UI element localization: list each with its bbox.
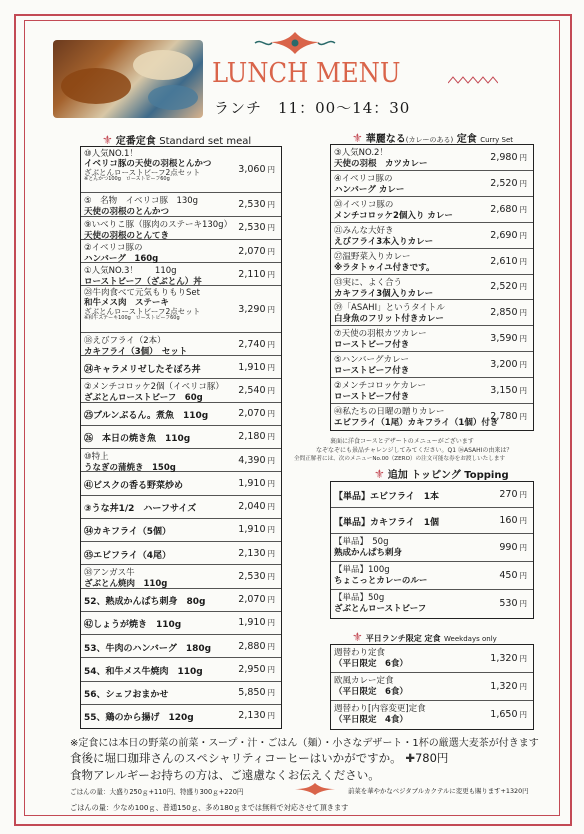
menu-item xyxy=(331,223,533,249)
item-price: 2,520 円 xyxy=(490,281,527,293)
item-price: 990 円 xyxy=(499,542,527,553)
item-line: ㉑みんな大好き xyxy=(334,225,394,236)
item-line: ※ラタトゥイユ付きです。 xyxy=(334,262,435,273)
item-name: 【単品】エビフライ 1本 xyxy=(334,492,439,502)
menu-item xyxy=(331,171,533,197)
menu-item xyxy=(331,404,533,430)
item-line: ローストビーフ（ざぶとん）丼 xyxy=(84,277,202,288)
note-riddle: なぞなぞにも景品チャレンジしてみてください。Q1 ㊱ASAHIの由来は？ xyxy=(316,447,513,454)
menu-item xyxy=(81,240,281,263)
item-price: 1,910 円 xyxy=(238,477,275,489)
item-line: （平日限定 6食） xyxy=(334,687,408,697)
item-price: 2,530 円 xyxy=(238,222,275,234)
item-price: 2,610 円 xyxy=(490,255,527,267)
item-line: ㉘牛肉食べて元気もりもりSet xyxy=(84,288,200,299)
zigzag-ornament-icon xyxy=(448,76,498,84)
curry-set-heading: ⚜ 華麗なる(カレーのある) 定食 Curry Set xyxy=(352,131,514,145)
fleur-icon: ⚜ xyxy=(374,467,385,481)
menu-item xyxy=(81,682,281,705)
weekday-heading: ⚜ 平日ランチ限定 定食 Weekdays only xyxy=(352,630,497,644)
item-name: ㉔キャラメリゼしたそぼろ丼 xyxy=(84,364,201,375)
item-line: 和牛メス肉 ステーキ xyxy=(84,298,169,309)
menu-item xyxy=(81,217,281,240)
item-name: 55、鶏のから揚げ 120g xyxy=(84,713,194,724)
menu-item xyxy=(81,472,281,495)
item-name: ㊷しょうが焼き 110g xyxy=(84,620,182,631)
item-line: ②イベリコ豚の xyxy=(84,242,143,253)
menu-item xyxy=(331,300,533,326)
item-price: 1,320 円 xyxy=(490,653,527,664)
footer-ornament-icon xyxy=(285,781,345,797)
menu-item xyxy=(81,426,281,449)
item-price: 1,910 円 xyxy=(238,361,275,373)
item-line: 【単品】100g xyxy=(334,565,390,575)
item-name: ㊶ビスクの香る野菜炒め xyxy=(84,480,184,491)
menu-item xyxy=(331,197,533,223)
item-price: 530 円 xyxy=(499,598,527,609)
item-line: ざぶとん焼肉 110g xyxy=(84,579,168,590)
item-price: 450 円 xyxy=(499,570,527,581)
item-line: ⑤ 名物 イベリコ豚 130g xyxy=(84,196,199,207)
item-line: ざぶとんローストビーフ xyxy=(334,604,427,614)
curry-set-list xyxy=(330,144,534,431)
item-name: 54、和牛メス牛焼肉 110g xyxy=(84,666,203,677)
footer-rice-small: ごはんの量：少なめ100ｇ、普通150ｇ、多め180ｇまでは無料で対応させて頂きます xyxy=(70,803,349,812)
item-price: 2,520 円 xyxy=(490,177,527,189)
item-price: 2,070 円 xyxy=(238,408,275,420)
item-line: 【単品】50g xyxy=(334,593,385,603)
item-line: ※とんかつ100g ローストビーフ60g xyxy=(84,176,170,182)
item-price: 2,040 円 xyxy=(238,501,275,513)
item-line: ⑱えびフライ（2本） xyxy=(84,335,166,346)
menu-item xyxy=(81,542,281,565)
menu-item xyxy=(81,635,281,658)
item-line: 週替わり[内容変更]定食 xyxy=(334,704,426,714)
item-line: （平日限定 6食） xyxy=(334,659,408,669)
item-price: 160 円 xyxy=(499,515,527,526)
item-line: ローストビーフ付き xyxy=(334,366,410,377)
footer-coffee: 食後に堀口珈琲さんのスペシャリティコーヒーはいかがですか。 ✚780円 xyxy=(70,751,449,765)
topping-list xyxy=(330,481,534,619)
item-price: 3,590 円 xyxy=(490,333,527,345)
item-line: ローストビーフ付き xyxy=(334,340,410,351)
item-line: ハンバーグ カレー xyxy=(334,184,405,195)
item-line: 【単品】 50g xyxy=(334,537,389,547)
menu-item xyxy=(81,565,281,588)
item-line: ⑨いべりこ豚（豚肉のステーキ130g） xyxy=(84,219,233,230)
item-line: 熟成かんぱち刺身 xyxy=(334,548,403,558)
item-price: 2,070 円 xyxy=(238,245,275,257)
item-line: 欧風カレー定食 xyxy=(334,676,394,686)
menu-item xyxy=(81,147,281,193)
item-line: ㊵私たちの日曜の贈りカレー xyxy=(334,407,445,418)
item-line: ローストビーフ付き xyxy=(334,392,410,403)
item-line: ⑤ハンバーグカレー xyxy=(334,355,410,366)
item-line: えびフライ3本入りカレー xyxy=(334,236,434,247)
item-price: 2,180 円 xyxy=(238,431,275,443)
item-price: 2,540 円 xyxy=(238,385,275,396)
item-price: 2,130 円 xyxy=(238,547,275,559)
item-line: 週替わり定食 xyxy=(334,648,386,658)
item-line: イベリコ豚の天使の羽根とんかつ xyxy=(84,159,212,169)
item-price: 1,650 円 xyxy=(490,709,527,720)
item-price: 1,910 円 xyxy=(238,524,275,536)
item-price: 1,910 円 xyxy=(238,617,275,629)
item-price: 2,690 円 xyxy=(490,229,527,241)
item-line: ちょこっとカレーのルー xyxy=(334,576,428,586)
lunch-hours: ランチ 11：00～14：30 xyxy=(214,99,411,117)
weekday-list xyxy=(330,644,534,730)
item-line: ②メンチコロッケカレー xyxy=(334,381,426,392)
menu-item xyxy=(81,705,281,728)
menu-item xyxy=(331,562,533,590)
item-line: 白身魚のフリット付きカレー xyxy=(334,314,444,325)
ornament-icon xyxy=(250,28,340,58)
item-name: 53、牛肉のハンバーグ 180g xyxy=(84,643,212,654)
topping-heading: ⚜ 追加 トッピング Topping xyxy=(374,467,509,481)
menu-item xyxy=(81,286,281,332)
item-price: 3,200 円 xyxy=(490,359,527,371)
footer-allergy: 食物アレルギーお持ちの方は、ご遠慮なくお伝えください。 xyxy=(70,768,380,782)
item-name: ㉖ 本日の焼き魚 110g xyxy=(84,434,191,445)
item-line: （平日限定 4食） xyxy=(334,715,408,725)
menu-item xyxy=(331,482,533,508)
item-line: ⑦天使の羽根カツカレー xyxy=(334,329,427,340)
item-price: 2,740 円 xyxy=(238,338,275,350)
item-name: ③うな丼1/2 ハーフサイズ xyxy=(84,504,197,515)
item-line: エビフライ（1尾）カキフライ（1個）付き xyxy=(334,418,499,429)
item-line: カキフライ（3個） セット xyxy=(84,346,188,357)
item-price: 270 円 xyxy=(499,489,527,500)
menu-item xyxy=(81,496,281,519)
item-price: 5,850 円 xyxy=(238,687,275,699)
footer-rice-large: ごはんの量：大盛り250ｇ+110円、特盛り300ｇ+220円 xyxy=(70,788,244,796)
item-line: ①人気NO.3！ 110g xyxy=(84,266,177,277)
item-line: ざぶとんローストビーフ 60g xyxy=(84,393,203,404)
item-line: ㉗温野菜入りカレー xyxy=(334,251,411,262)
item-line: ②メンチコロッケ2個（イベリコ豚） xyxy=(84,382,224,393)
item-price: 2,110 円 xyxy=(238,268,275,280)
item-price: 3,060 円 xyxy=(238,164,275,176)
menu-item xyxy=(81,519,281,542)
menu-item xyxy=(331,701,533,729)
item-line: ④イベリコ豚の xyxy=(334,173,393,184)
item-line: ㊴「ASAHI」というタイトル xyxy=(334,303,445,314)
menu-item xyxy=(331,590,533,618)
menu-item xyxy=(81,333,281,356)
menu-item xyxy=(81,379,281,402)
item-line: ⑩特上 xyxy=(84,452,109,463)
item-line: ⑳イベリコ豚の xyxy=(334,199,394,210)
menu-item xyxy=(81,193,281,216)
item-name: ㉟エビフライ（4尾） xyxy=(84,550,171,561)
item-price: 1,320 円 xyxy=(490,681,527,692)
item-line: ざぶとんローストビーフ2点セット xyxy=(84,307,201,317)
item-price: 3,150 円 xyxy=(490,385,527,397)
menu-item xyxy=(331,645,533,673)
menu-item xyxy=(81,658,281,681)
item-price: 2,530 円 xyxy=(238,570,275,582)
footer-veg-cocktail: 前菜を華やかなベジタブルカクテルに変更も賜ります+1320円 xyxy=(348,787,529,795)
item-price: 2,850 円 xyxy=(490,307,527,319)
fleur-icon: ⚜ xyxy=(102,133,113,147)
fleur-icon: ⚜ xyxy=(352,131,363,145)
item-line: ⑩人気NO.1！ xyxy=(84,149,138,159)
menu-item xyxy=(331,673,533,701)
item-price: 2,130 円 xyxy=(238,710,275,722)
item-price: 4,390 円 xyxy=(238,454,275,466)
menu-item xyxy=(81,403,281,426)
item-line: ハンバーグ 160g xyxy=(84,253,159,264)
footer-set-includes: ※定食には本日の野菜の前菜・スープ・汁・ごはん（麺）・小さなデザート・1杯の厳選大麦茶が付きます xyxy=(70,738,539,749)
note-prize: 全問正解者には、次のメニューNo.00（ZERO）の注文可能な券をお渡しいたします xyxy=(294,456,506,462)
menu-item xyxy=(81,263,281,286)
standard-set-list xyxy=(80,146,282,729)
menu-item xyxy=(331,352,533,378)
item-line: メンチコロッケ2個入り カレー xyxy=(334,210,453,221)
menu-item xyxy=(331,326,533,352)
menu-item xyxy=(81,612,281,635)
menu-item xyxy=(81,356,281,379)
item-name: ㉞カキフライ（5個） xyxy=(84,527,171,538)
item-line: 天使の羽根のとんかつ xyxy=(84,207,170,218)
plus-icon: ✚ xyxy=(405,751,415,765)
standard-set-heading: ⚜ 定番定食 Standard set meal xyxy=(102,133,252,147)
menu-item xyxy=(331,275,533,301)
menu-item xyxy=(331,508,533,534)
item-price: 2,680 円 xyxy=(490,203,527,215)
fleur-icon: ⚜ xyxy=(352,630,363,644)
menu-item xyxy=(331,145,533,171)
item-line: ざぶとんローストビーフ2点セット xyxy=(84,168,201,177)
item-price: 2,530 円 xyxy=(238,199,275,211)
item-name: 【単品】カキフライ 1個 xyxy=(334,518,439,528)
food-photo xyxy=(53,40,203,118)
note-back-menu: 裏面に洋食コースとデザートのメニューがございます xyxy=(330,438,474,445)
menu-item xyxy=(331,378,533,404)
item-line: うなぎの蒲焼き 150g xyxy=(84,463,176,474)
item-name: ㉕ブルンぶるん。煮魚 110g xyxy=(84,411,209,422)
item-line: カキフライ3個入りカレー xyxy=(334,288,434,299)
item-line: ㊳アンガス牛 xyxy=(84,568,135,579)
item-price: 2,780 円 xyxy=(490,411,527,423)
menu-item xyxy=(81,589,281,612)
item-price: 2,980 円 xyxy=(490,151,527,163)
item-price: 2,880 円 xyxy=(238,640,275,652)
item-name: 56、シェフおまかせ xyxy=(84,690,169,701)
item-line: ※和牛ステーキ100g ローストビーフ60g xyxy=(84,315,180,322)
item-price: 2,950 円 xyxy=(238,663,275,675)
item-line: ㉝実に、よく合う xyxy=(334,277,403,288)
item-line: ③人気NO.2！ xyxy=(334,148,388,158)
item-line: 天使の羽根のとんてき xyxy=(84,230,170,241)
item-name: 52、熟成かんぱち刺身 80g xyxy=(84,597,206,608)
item-price: 3,290 円 xyxy=(238,303,275,315)
menu-item xyxy=(331,249,533,275)
menu-item xyxy=(81,449,281,472)
menu-item xyxy=(331,534,533,562)
item-line: 天使の羽根 カツカレー xyxy=(334,159,428,169)
page-title: LUNCH MENU xyxy=(212,58,401,89)
item-price: 2,070 円 xyxy=(238,594,275,606)
